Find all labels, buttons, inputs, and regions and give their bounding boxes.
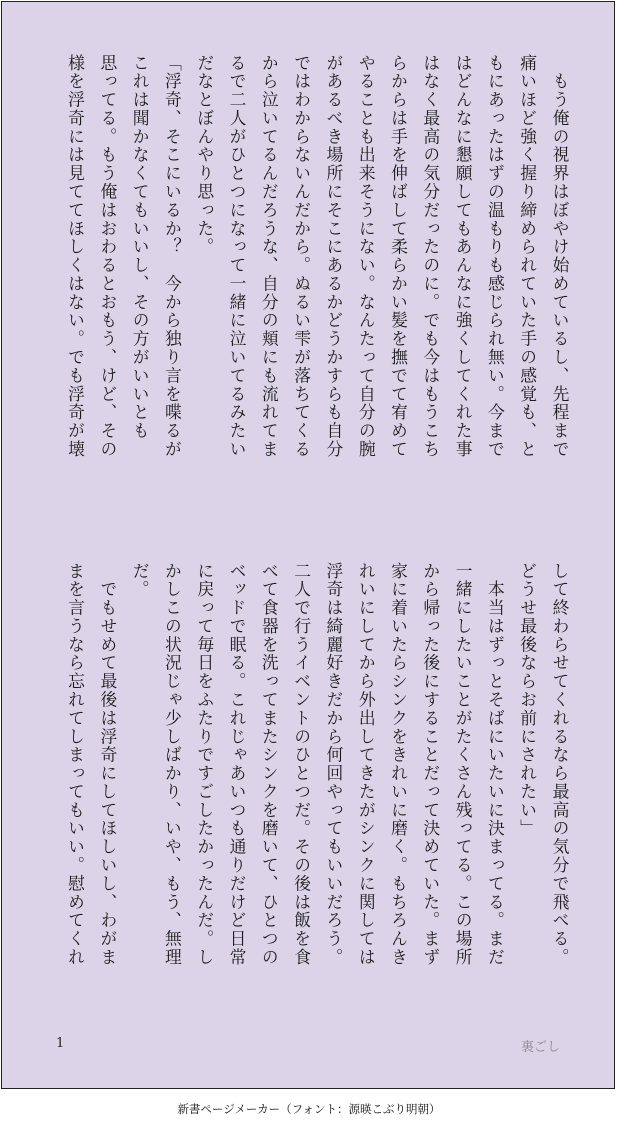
text-line: して終わらせてくれるなら最高の気分で飛べる。 [550,562,570,967]
text-line: 家に着いたらシンクをきれいに磨く。もちろんき [388,562,409,967]
text-line: れいにしてから外出してきたがシンクに関しては [356,562,377,967]
text-line: べて食器を洗ってまたシンクを磨いて、ひとつの [259,562,280,967]
text-line: 様を浮奇には見ててほしくはない。でも浮奇が壊 [65,54,86,459]
text-line: があるべき場所にそこにあるかどうかすらも自分 [323,54,344,459]
text-line: から泣いてるんだろうな、自分の頬にも流れてま [259,54,280,459]
text-line: 一緒にしたいことがたくさん残ってる。この場所 [453,562,474,967]
text-line: ではわからないんだから。ぬるい雫が落ちてくる [291,54,312,459]
text-line: やることも出来そうにない。なんたって自分の腕 [356,54,377,459]
running-title: 裏ごし [520,1040,560,1055]
text-line: から帰った後にすることだって決めていた。まず [420,562,441,967]
text-line: まを言うなら忘れてしまってもいい。慰めてくれ [65,562,86,967]
text-line: るで二人がひとつになって一緒に泣いてるみたい [227,54,248,459]
text-line: らからは手を伸ばして柔らかい髪を撫でて宥めて [388,54,409,459]
text-line: もう俺の視界はぼやけ始めているし、先程まで [550,54,570,459]
text-line: だ。 [130,562,151,599]
text-line: 痛いほど強く握り締められていた手の感覚も、と [517,54,538,459]
text-line: はどんなに懇願してもあんなに強くしてくれた事 [453,54,474,459]
text-line: もにあったはずの温もりも感じられ無い。今まで [485,54,506,459]
generator-credit: 新書ページメーカー（フォント：源暎こぶり明朝） [177,1102,441,1116]
text-line: はなく最高の気分だったのに。でも今はもうこち [420,54,441,459]
page-number: 1 [56,1036,65,1051]
text-line: に戻って毎日をふたりですごしたかったんだ。し [194,562,215,967]
text-line: 二人で行うイベントのひとつだ。その後は飯を食 [291,562,312,967]
text-line: ベッドで眠る。これじゃあいつも通りだけど日常 [227,562,248,967]
text-line: 本当はずっとそばにいたいに決まってる。まだ [485,562,506,967]
text-line: 思ってる。もう俺はおわるとおもう、けど、その [97,54,118,459]
text-line: 浮奇は綺麗好きだから何回やってもいいだろう。 [323,562,344,967]
text-line: これは聞かなくてもいいし、その方がいいとも [130,54,151,441]
text-line: だなとぼんやり思った。 [194,54,215,257]
book-page [1,1,615,1089]
text-block-lower [59,562,576,1032]
text-line: どうせ最後ならお前にされたい」 [517,562,538,838]
text-block-upper [59,54,576,524]
text-line: かしこの状況じゃ少しばかり、いや、もう、無理 [162,562,183,967]
text-line: でもせめて最後は浮奇にしてほしいし、わがま [97,562,118,967]
text-line: 「浮奇、そこにいるか？ 今から独り言を喋るが [162,54,183,459]
